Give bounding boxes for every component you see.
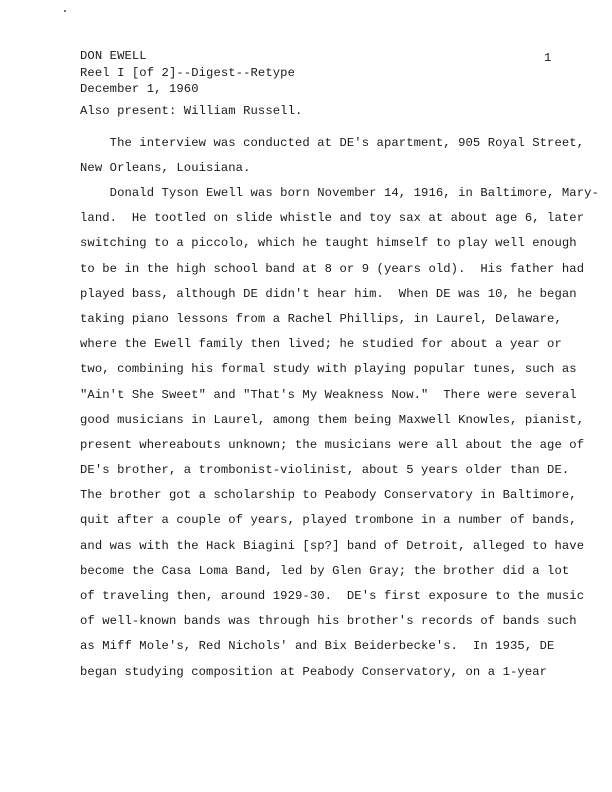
text-line: quit after a couple of years, played trombone in a number of bands,	[80, 513, 577, 528]
text-line: began studying composition at Peabody Conservatory, on a 1-year	[80, 664, 548, 679]
interviewee-name: DON EWELL	[80, 49, 147, 63]
scan-speck	[64, 10, 66, 12]
text-line: of traveling then, around 1929-30. DE's first exposure to the music	[80, 589, 585, 603]
text-line: DE's brother, a trombonist-violinist, about 5 years older than DE.	[80, 463, 570, 478]
transcript-header	[80, 48, 295, 98]
text-line: of well-known bands was through his brother's records of bands such	[80, 614, 577, 629]
interview-date: December 1, 1960	[80, 82, 199, 96]
text-line: where the Ewell family then lived; he studied for about a year or	[80, 337, 562, 352]
text-line: as Miff Mole's, Red Nichols' and Bix Beiderbecke's. In 1935, DE	[80, 639, 555, 654]
text-line: switching to a piccolo, which he taught himself to play well enough	[80, 236, 577, 251]
text-line: Donald Tyson Ewell was born November 14, 1916, in Baltimore, Mary-	[80, 186, 599, 200]
also-present-line: Also present: William Russell.	[80, 104, 303, 118]
text-line: land. He tootled on slide whistle and toy sax at about age 6, later	[80, 211, 585, 226]
text-line: played bass, although DE didn't hear him. When DE was 10, he began	[80, 286, 577, 301]
text-line: present whereabouts unknown; the musicians were all about the age of	[80, 437, 585, 452]
text-line: The interview was conducted at DE's apartment, 905 Royal Street,	[80, 136, 585, 150]
text-line: New Orleans, Louisiana.	[80, 161, 251, 176]
reel-info: Reel I [of 2]--Digest--Retype	[80, 65, 295, 80]
paragraph-biography	[80, 181, 599, 685]
text-line: two, combining his formal study with playing popular tunes, such as	[80, 362, 577, 377]
text-line: become the Casa Loma Band, led by Glen Gray; the brother did a lot	[80, 563, 570, 578]
text-line: to be in the high school band at 8 or 9 (years old). His father had	[80, 261, 585, 276]
text-line: The brother got a scholarship to Peabody Conservatory in Baltimore,	[80, 488, 577, 503]
text-line: "Ain't She Sweet" and "That's My Weakness Now." There were several	[80, 387, 577, 402]
text-line: taking piano lessons from a Rachel Phillips, in Laurel, Delaware,	[80, 311, 562, 326]
page-number: 1	[544, 51, 552, 65]
paragraph-location	[80, 131, 585, 181]
text-line: and was with the Hack Biagini [sp?] band of Detroit, alleged to have	[80, 538, 585, 553]
text-line: good musicians in Laurel, among them being Maxwell Knowles, pianist,	[80, 412, 585, 427]
